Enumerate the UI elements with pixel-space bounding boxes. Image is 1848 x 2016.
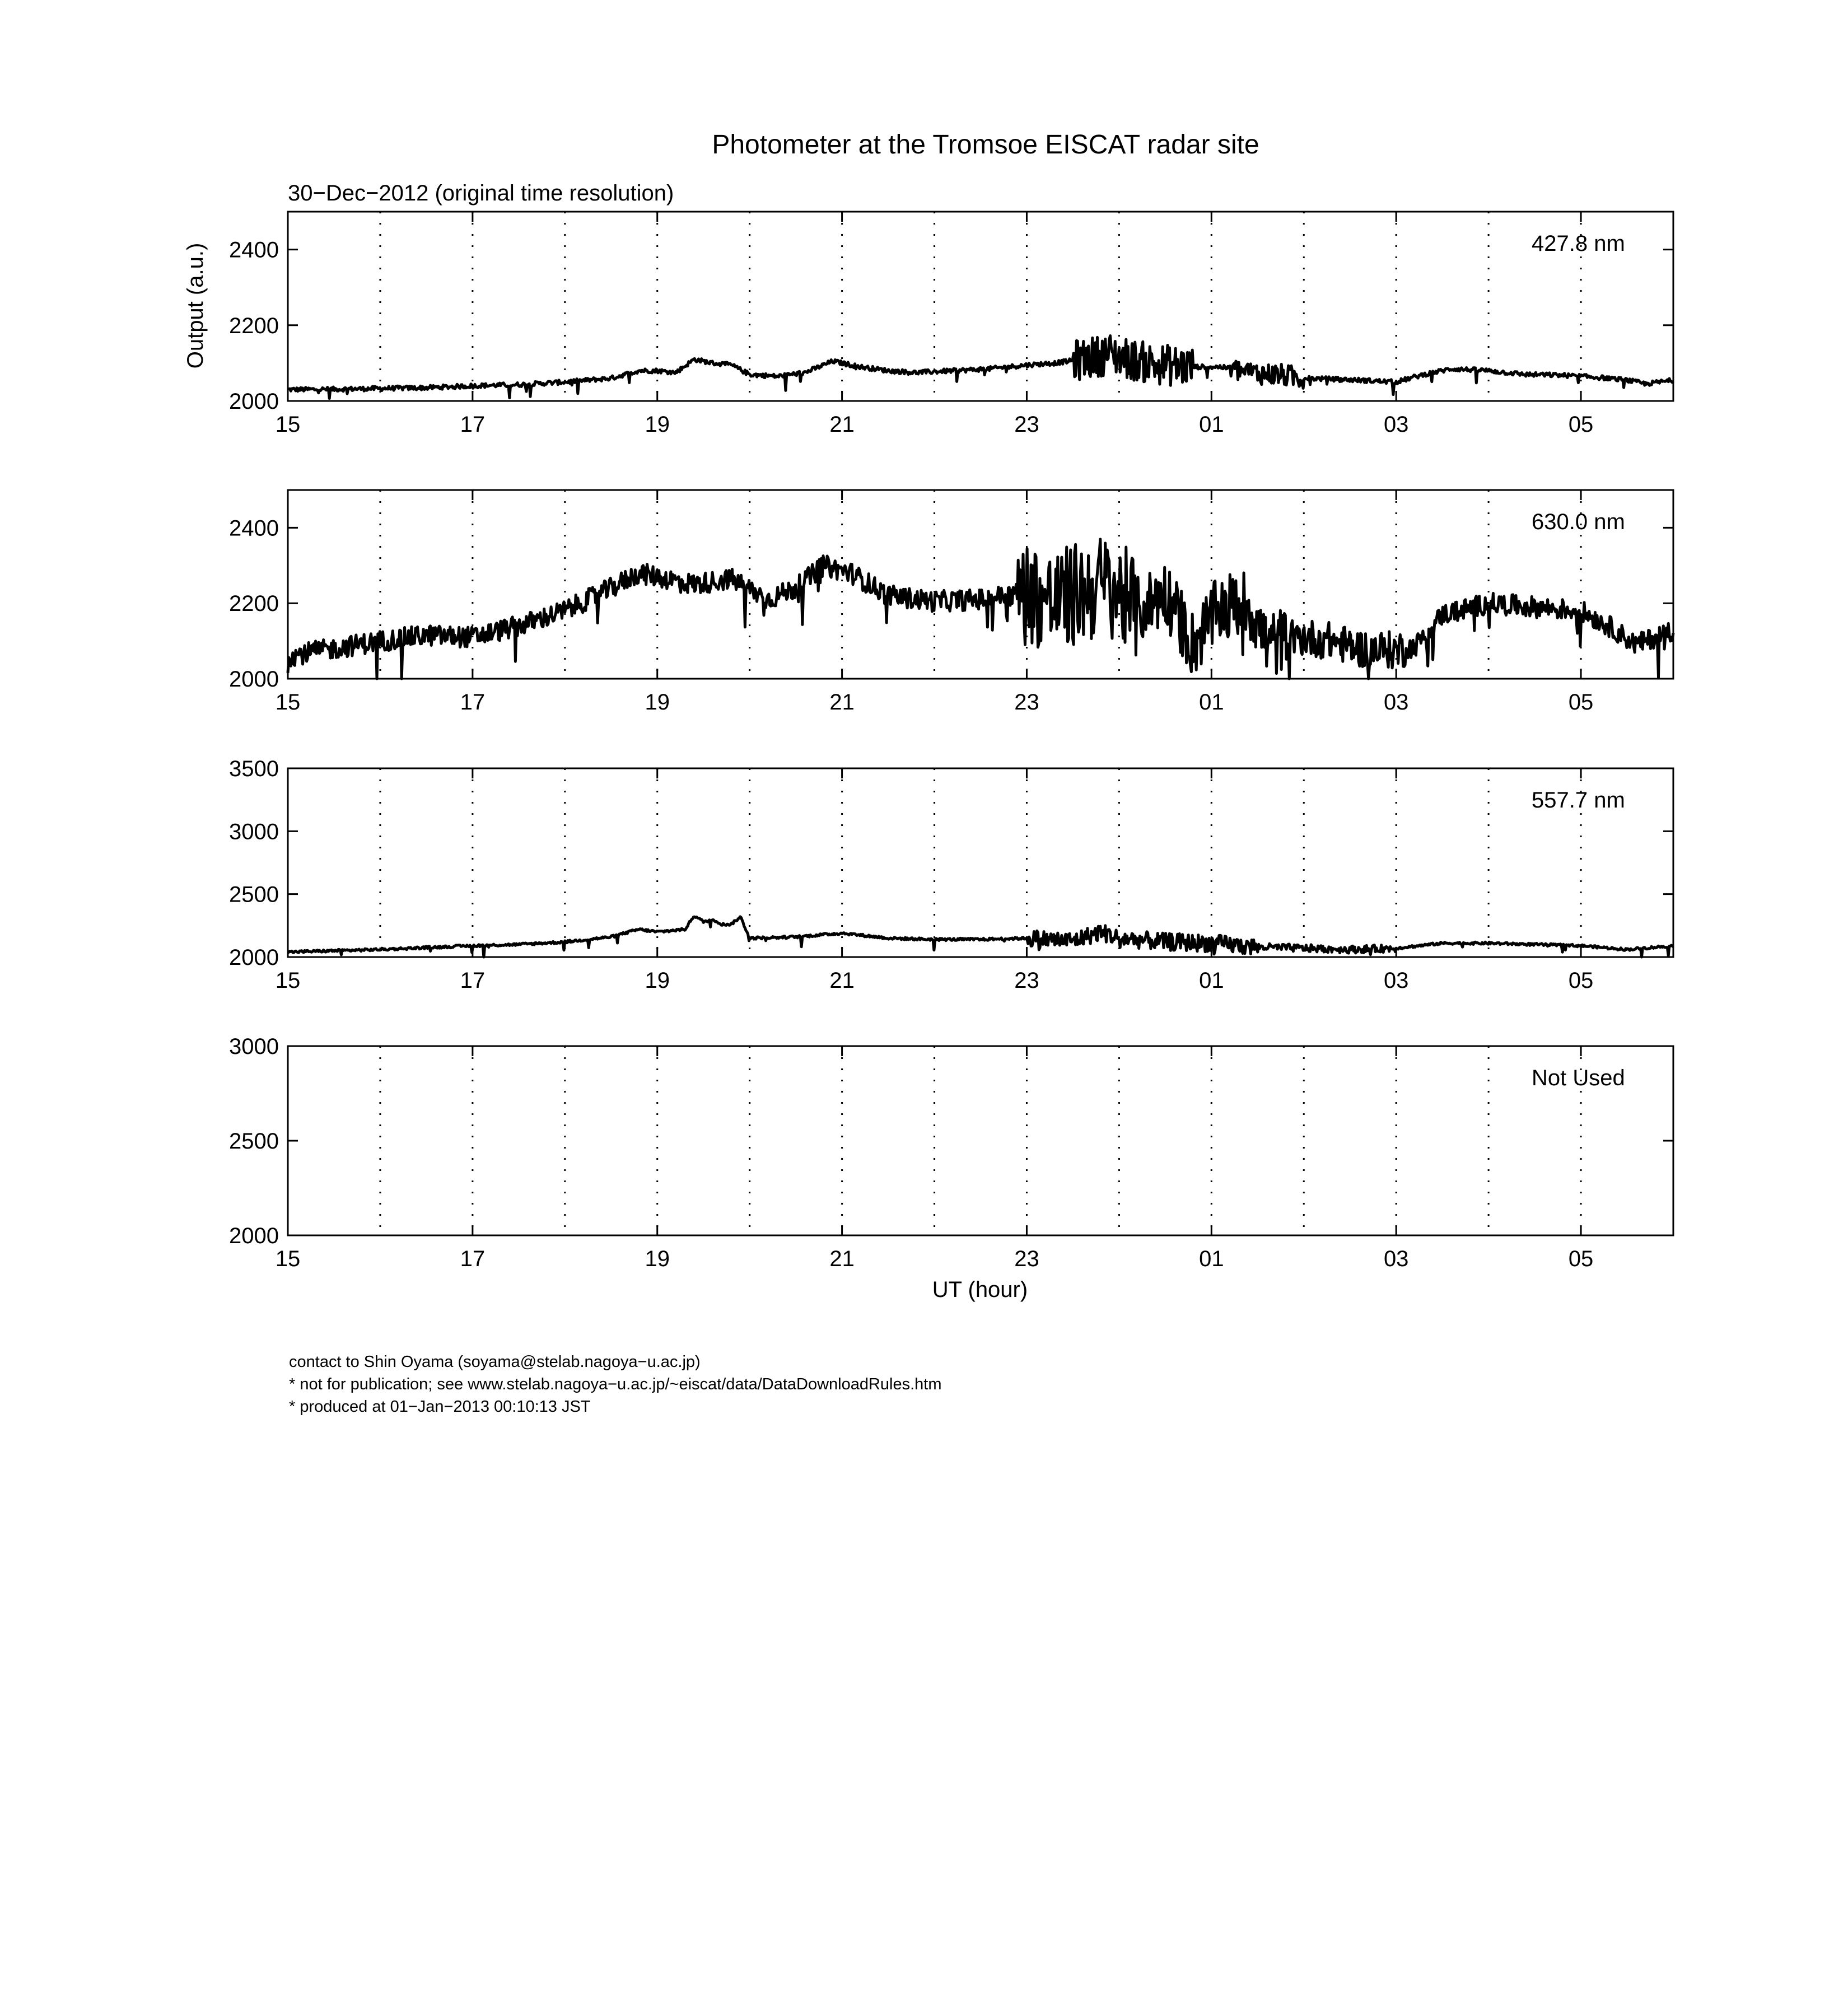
panel-2 — [229, 490, 1673, 715]
footer-notes — [289, 1351, 942, 1418]
x-tick-label: 01 — [1199, 412, 1224, 437]
x-tick-label: 21 — [829, 690, 855, 715]
y-tick-label: 2400 — [229, 237, 279, 263]
plot-frame — [288, 490, 1673, 679]
y-tick-label: 2000 — [229, 667, 279, 692]
x-tick-label: 01 — [1199, 690, 1224, 715]
footer-produced-at: * produced at 01−Jan−2013 00:10:13 JST — [289, 1398, 591, 1416]
plot-frame — [288, 768, 1673, 957]
x-tick-label: 17 — [460, 1247, 486, 1271]
x-tick-label: 15 — [275, 412, 301, 437]
x-tick-label: 05 — [1568, 968, 1594, 993]
panel-wavelength-label: 427.8 nm — [1532, 231, 1625, 256]
panel-wavelength-label: 557.7 nm — [1532, 788, 1625, 813]
plot-frame — [288, 212, 1673, 401]
series-line — [288, 917, 1673, 957]
x-tick-label: 19 — [645, 1247, 670, 1271]
x-axis-label: UT (hour) — [932, 1277, 1028, 1302]
y-tick-label: 3000 — [229, 1034, 279, 1059]
panel-wavelength-label: 630.0 nm — [1532, 510, 1625, 534]
x-tick-label: 17 — [460, 968, 486, 993]
figure-title: Photometer at the Tromsoe EISCAT radar site — [712, 130, 1259, 160]
x-tick-label: 23 — [1014, 968, 1039, 993]
figure-subtitle: 30−Dec−2012 (original time resolution) — [288, 181, 674, 206]
photometer-panels — [229, 212, 1673, 1271]
x-tick-label: 23 — [1014, 690, 1039, 715]
x-tick-label: 05 — [1568, 690, 1594, 715]
y-tick-label: 2000 — [229, 389, 279, 414]
x-tick-label: 21 — [829, 412, 855, 437]
x-tick-label: 05 — [1568, 1247, 1594, 1271]
footer-publication-note: * not for publication; see www.stelab.nagoya−u.ac.jp/~eiscat/data/DataDownloadRules.htm — [289, 1375, 942, 1393]
x-tick-label: 23 — [1014, 1247, 1039, 1271]
x-tick-label: 15 — [275, 968, 301, 993]
x-tick-label: 15 — [275, 690, 301, 715]
x-tick-label: 15 — [275, 1247, 301, 1271]
x-tick-label: 01 — [1199, 1247, 1224, 1271]
plot-frame — [288, 1046, 1673, 1235]
y-tick-label: 2200 — [229, 591, 279, 617]
x-tick-label: 03 — [1383, 1247, 1409, 1271]
y-tick-label: 3000 — [229, 819, 279, 844]
panel-wavelength-label: Not Used — [1532, 1066, 1625, 1090]
x-tick-label: 19 — [645, 690, 670, 715]
y-tick-label: 2400 — [229, 516, 279, 541]
series-line — [288, 539, 1673, 679]
x-tick-label: 23 — [1014, 412, 1039, 437]
y-tick-label: 2000 — [229, 1224, 279, 1248]
x-tick-label: 03 — [1383, 968, 1409, 993]
panel-4 — [229, 1034, 1673, 1271]
x-tick-label: 19 — [645, 412, 670, 437]
y-tick-label: 2200 — [229, 313, 279, 338]
x-tick-label: 21 — [829, 968, 855, 993]
panel-3 — [229, 757, 1673, 993]
x-tick-label: 21 — [829, 1247, 855, 1271]
y-tick-label: 2500 — [229, 1129, 279, 1154]
x-tick-label: 03 — [1383, 412, 1409, 437]
y-axis-label: Output (a.u.) — [183, 242, 208, 369]
series-line — [288, 336, 1673, 399]
y-tick-label: 3500 — [229, 757, 279, 781]
x-tick-label: 05 — [1568, 412, 1594, 437]
panel-1 — [229, 212, 1673, 437]
x-tick-label: 17 — [460, 690, 486, 715]
footer-contact: contact to Shin Oyama (soyama@stelab.nagoya−u.ac.jp) — [289, 1353, 701, 1371]
y-tick-label: 2500 — [229, 882, 279, 907]
x-tick-label: 03 — [1383, 690, 1409, 715]
x-tick-label: 19 — [645, 968, 670, 993]
y-tick-label: 2000 — [229, 945, 279, 970]
x-tick-label: 01 — [1199, 968, 1224, 993]
x-tick-label: 17 — [460, 412, 486, 437]
